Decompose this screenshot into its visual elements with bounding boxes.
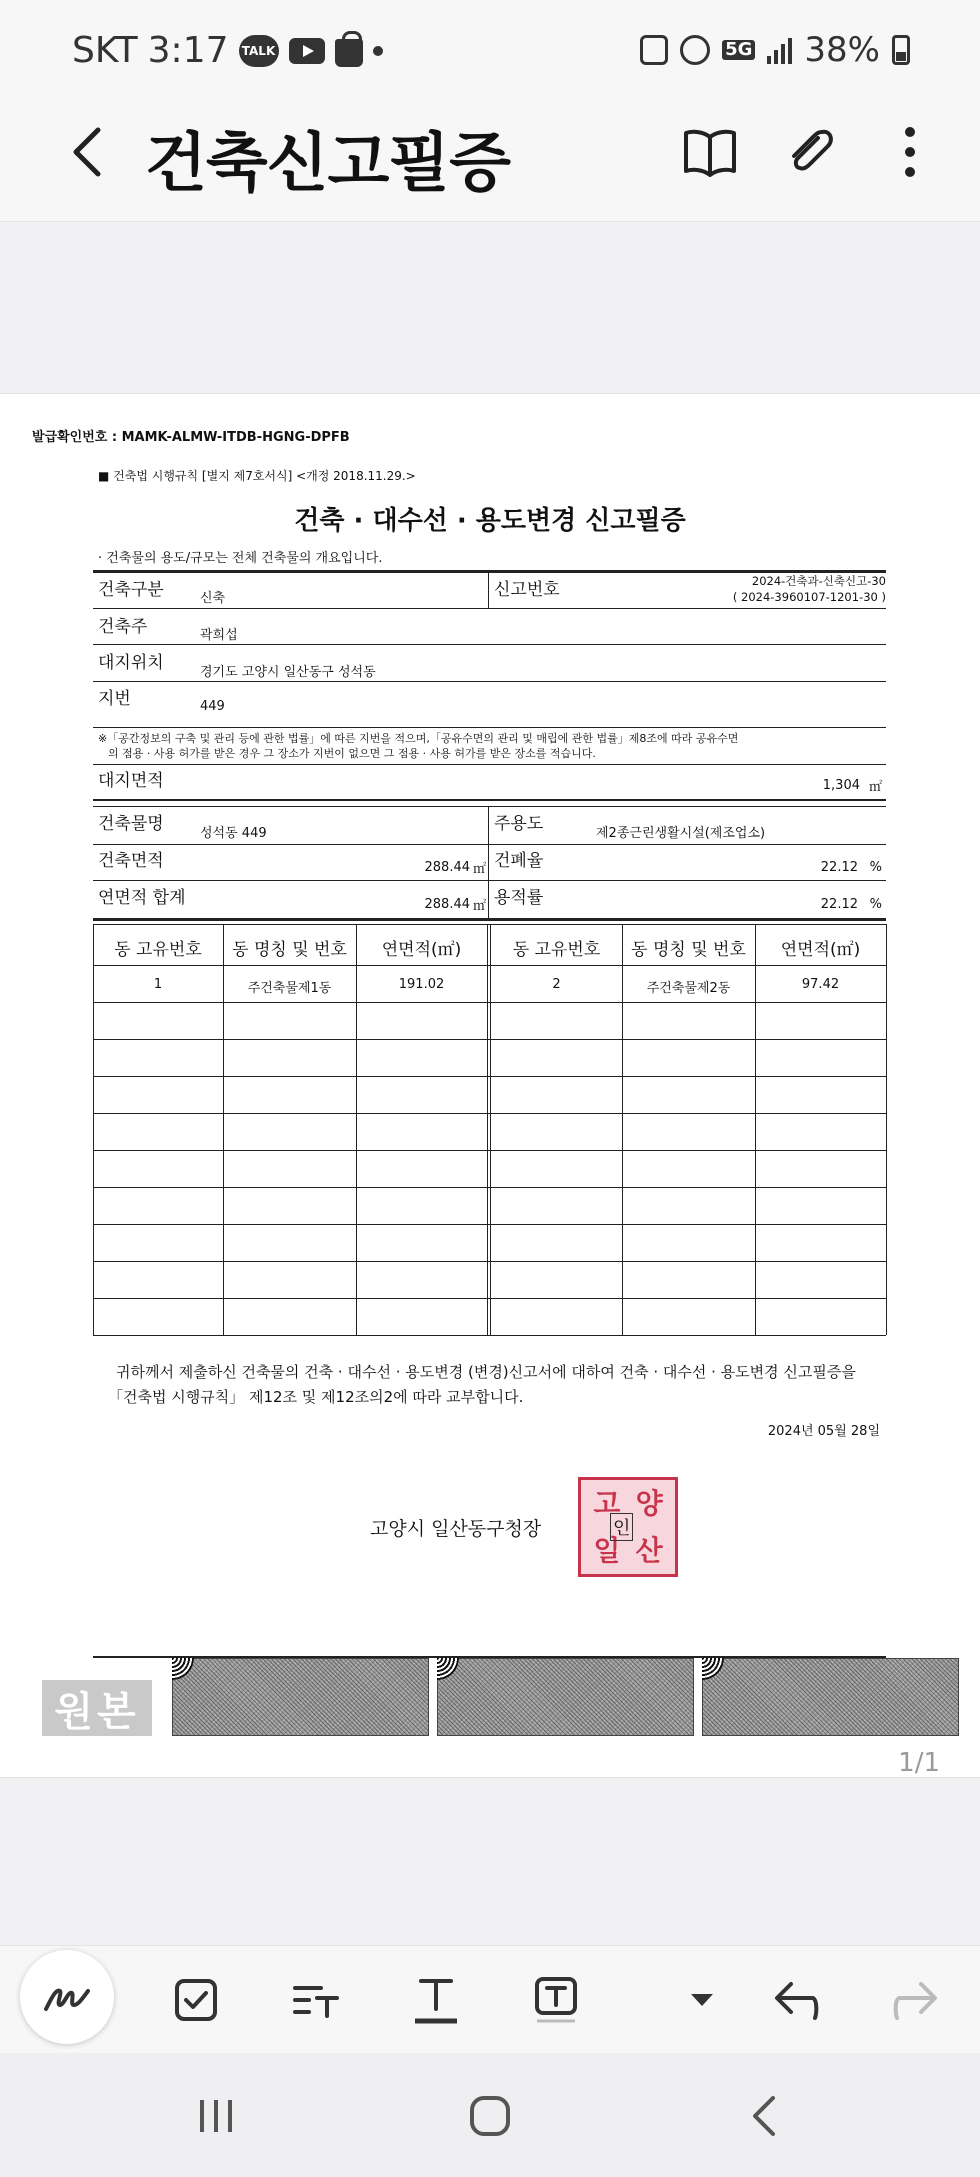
- owner-value: 곽희섭: [200, 628, 238, 643]
- appbar-actions: [680, 122, 940, 182]
- status-right: [640, 30, 910, 70]
- table-header-cell: 동 명칭 및 번호: [232, 940, 347, 960]
- total-floor-area-label: 연면적 합계: [98, 888, 186, 908]
- checkbox-icon: [173, 1977, 219, 2023]
- site-location-value: 경기도 고양시 일산동구 성석동: [200, 665, 376, 680]
- form-reference: ■ 건축법 시행규칙 [별지 제7호서식] <개정 2018.11.29.>: [98, 467, 416, 484]
- report-number-sub: ( 2024-3960107-1201-30 ): [732, 590, 886, 604]
- pen-signature-icon: [42, 1977, 92, 2017]
- back-button[interactable]: [60, 122, 120, 182]
- row-divider: [93, 880, 886, 881]
- row-divider: [93, 608, 886, 609]
- table-line: [93, 1335, 886, 1336]
- row-divider: [93, 918, 886, 921]
- site-area-value: 1,304: [822, 778, 860, 793]
- page-counter: 1/1: [898, 1748, 940, 1778]
- table-header-cell: 동 고유번호: [114, 940, 202, 960]
- table-cell: 주건축물제1동: [247, 981, 332, 996]
- issuer-name: 고양시 일산동구청장: [370, 1518, 542, 1540]
- undo-icon: [771, 1978, 821, 2022]
- site-area-label: 대지면적: [98, 771, 164, 791]
- redo-button[interactable]: [876, 1960, 956, 2040]
- row-divider: [93, 764, 886, 765]
- row-divider: [93, 681, 886, 682]
- main-use-value: 제2종근린생활시설(제조업소): [596, 826, 766, 841]
- triangle-down-icon: [689, 1992, 715, 2008]
- footnote-line-1: ※「공간정보의 구축 및 관리 등에 관한 법률」에 따른 지번을 적으며,「공유수면의 관리 및 매립에 관한 법률」제8조에 따라 공유수면: [98, 732, 739, 745]
- text-underline-icon: [413, 1975, 459, 2025]
- document-note: · 건축물의 용도/규모는 전체 건축물의 개요입니다.: [98, 551, 383, 566]
- table-col-line: [886, 924, 887, 1335]
- floor-area-ratio-label: 용적률: [494, 888, 544, 908]
- text-lines-icon: [291, 1980, 341, 2020]
- owner-label: 건축주: [98, 617, 148, 637]
- kakaotalk-icon: TALK: [239, 35, 279, 67]
- row-divider: [93, 727, 886, 728]
- row-divider: [93, 799, 886, 801]
- table-header-cell: 연면적(㎡): [381, 940, 462, 960]
- site-location-label: 대지위치: [98, 653, 164, 673]
- home-button[interactable]: [450, 2081, 530, 2151]
- page-title: 건축신고필증: [145, 127, 510, 201]
- row-divider: [93, 806, 886, 807]
- status-bar: [0, 0, 980, 100]
- text-box-tool-button[interactable]: [516, 1960, 596, 2040]
- app-bar: [0, 100, 980, 222]
- battery-icon: [892, 35, 910, 65]
- issuance-statement-line-2: 「건축법 시행규칙」 제12조 및 제12조의2에 따라 교부합니다.: [108, 1388, 524, 1406]
- construction-type-label: 건축구분: [98, 580, 164, 600]
- checkbox-tool-button[interactable]: [156, 1960, 236, 2040]
- table-header-cell: 연면적(㎡): [780, 940, 861, 960]
- battery-saver-icon: [640, 35, 668, 65]
- table-cell: 주건축물제2동: [646, 981, 731, 996]
- table-header-cell: 동 고유번호: [512, 940, 601, 960]
- system-back-button[interactable]: [724, 2081, 804, 2151]
- security-barcode: [172, 1658, 429, 1736]
- system-navigation-bar: [0, 2053, 980, 2177]
- home-icon: [468, 2094, 512, 2138]
- floor-area-ratio-value: 22.12: [820, 897, 858, 912]
- attach-button[interactable]: [780, 122, 840, 182]
- youtube-icon: [289, 38, 325, 64]
- table-cell: 2: [552, 977, 561, 992]
- site-area-unit: ㎡: [868, 780, 882, 795]
- kebab-menu-icon: [900, 124, 920, 180]
- cell-divider: [488, 570, 489, 608]
- report-number-label: 신고번호: [494, 580, 560, 600]
- lot-number-label: 지번: [98, 689, 131, 709]
- chevron-left-icon: [749, 2094, 779, 2138]
- paperclip-icon: [782, 124, 838, 180]
- text-tool-button[interactable]: [396, 1960, 476, 2040]
- carrier-label: SKT: [72, 30, 138, 71]
- barcode-corner-mark: [172, 1658, 194, 1680]
- row-divider: [93, 844, 886, 845]
- floor-area-ratio-unit: %: [869, 897, 882, 912]
- security-barcode: [437, 1658, 694, 1736]
- total-floor-area-unit: ㎡: [472, 899, 486, 914]
- text-field-tool-button[interactable]: [276, 1960, 356, 2040]
- main-use-label: 주용도: [494, 814, 544, 834]
- coverage-ratio-value: 22.12: [820, 860, 858, 875]
- barcode-corner-mark: [702, 1658, 724, 1680]
- recent-apps-button[interactable]: [176, 2081, 256, 2151]
- security-barcode: [702, 1658, 959, 1736]
- document-title: 건축 · 대수선 · 용도변경 신고필증: [294, 506, 686, 536]
- issue-date: 2024년 05월 28일: [767, 1424, 880, 1439]
- official-seal-image: 고 양 일 산: [578, 1477, 678, 1577]
- network-type-icon: 5G: [722, 40, 755, 60]
- building-area-value: 288.44: [424, 860, 470, 875]
- seal-mark: 인: [610, 1513, 633, 1541]
- row-divider: [93, 644, 886, 645]
- total-floor-area-value: 288.44: [424, 897, 470, 912]
- clock: 3:17: [147, 30, 229, 71]
- building-area-unit: ㎡: [472, 862, 486, 877]
- shopping-bag-icon: [335, 39, 363, 67]
- table-cell: 191.02: [398, 977, 445, 992]
- more-notifications-dot-icon: [373, 46, 383, 56]
- battery-percent: 38%: [804, 30, 880, 70]
- original-copy-mark: 원본: [42, 1680, 152, 1736]
- annotation-toolbar: [0, 1945, 980, 2053]
- coverage-ratio-label: 건폐율: [494, 851, 544, 871]
- footnote-line-2: 의 점용 · 사용 허가를 받은 경우 그 장소가 지번이 없으면 그 점용 · 사용 허가를 받은 장소를 적습니다.: [108, 747, 596, 760]
- construction-type-value: 신축: [200, 591, 226, 606]
- coverage-ratio-unit: %: [869, 860, 882, 875]
- redo-icon: [891, 1978, 941, 2022]
- signal-strength-icon: [767, 36, 792, 64]
- building-name-label: 건축물명: [98, 814, 164, 834]
- table-header-cell: 동 명칭 및 번호: [631, 940, 746, 960]
- undo-button[interactable]: [756, 1960, 836, 2040]
- reading-mode-button[interactable]: [680, 122, 740, 182]
- lot-number-value: 449: [200, 699, 225, 714]
- building-name-value: 성석동 449: [200, 826, 267, 841]
- status-left: [72, 30, 383, 71]
- table-cell: 1: [153, 977, 163, 992]
- barcode-corner-mark: [437, 1658, 459, 1680]
- more-options-button[interactable]: [880, 122, 940, 182]
- expand-tools-button[interactable]: [662, 1960, 742, 2040]
- cell-divider: [488, 806, 489, 918]
- book-icon: [682, 127, 738, 177]
- pen-tool-button[interactable]: [20, 1950, 114, 2044]
- report-number-value: 2024-건축과-신축신고-30: [751, 574, 886, 588]
- issuance-statement-line-1: 귀하께서 제출하신 건축물의 건축 · 대수선 · 용도변경 (변경)신고서에 대하여 건축 · 대수선 · 용도변경 신고필증을: [116, 1363, 856, 1381]
- issue-number: 발급확인번호 : MAMK-ALMW-ITDB-HGNG-DPFB: [32, 430, 350, 445]
- text-box-icon: [533, 1975, 579, 2025]
- document-page[interactable]: [0, 393, 980, 1778]
- building-area-label: 건축면적: [98, 851, 164, 871]
- alarm-icon: [680, 35, 710, 65]
- table-cell: 97.42: [801, 977, 840, 992]
- recent-apps-icon: [196, 2096, 236, 2136]
- back-arrow-icon: [60, 122, 120, 182]
